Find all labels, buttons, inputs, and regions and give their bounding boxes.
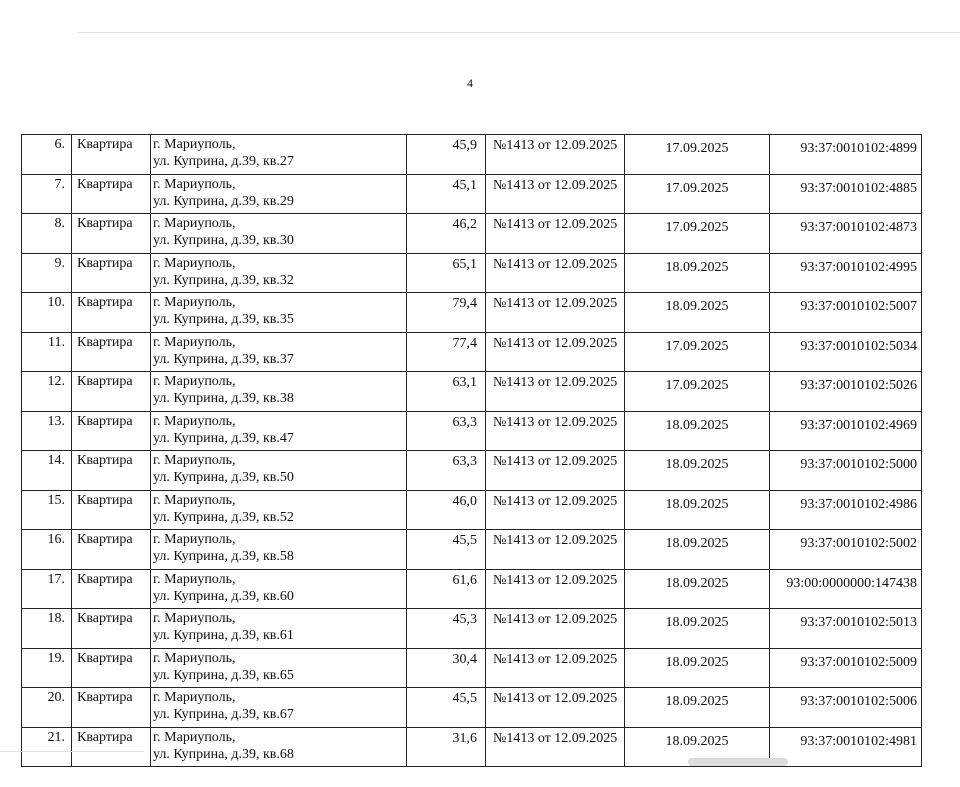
property-type: Квартира	[72, 411, 151, 451]
cadastral-number: 93:37:0010102:4986	[770, 490, 922, 530]
address-cell	[151, 727, 407, 767]
record-date: 18.09.2025	[625, 451, 770, 491]
area-value: 79,4	[407, 293, 486, 333]
table-row	[22, 569, 922, 609]
area-value: 61,6	[407, 569, 486, 609]
address-cell	[151, 332, 407, 372]
address-street: ул. Куприна, д.39, кв.37	[153, 351, 294, 367]
cadastral-number: 93:37:0010102:4995	[770, 253, 922, 293]
property-type: Квартира	[72, 490, 151, 530]
cadastral-number: 93:37:0010102:4899	[770, 135, 922, 175]
row-number: 18.	[22, 609, 72, 649]
address-cell	[151, 411, 407, 451]
record-date: 18.09.2025	[625, 688, 770, 728]
cadastral-number: 93:37:0010102:5026	[770, 372, 922, 412]
address-city: г. Мариуполь,	[153, 255, 236, 271]
row-number: 11.	[22, 332, 72, 372]
property-type: Квартира	[72, 174, 151, 214]
record-date: 17.09.2025	[625, 372, 770, 412]
property-type: Квартира	[72, 214, 151, 254]
page-number: 4	[467, 76, 473, 90]
area-value: 45,5	[407, 530, 486, 570]
address-street: ул. Куприна, д.39, кв.47	[153, 430, 294, 446]
table-row	[22, 214, 922, 254]
record-date: 18.09.2025	[625, 411, 770, 451]
address-city: г. Мариуполь,	[153, 453, 236, 468]
address-city: г. Мариуполь,	[153, 334, 236, 350]
document-ref: №1413 от 12.09.2025	[486, 530, 625, 570]
row-number: 21.	[22, 727, 72, 767]
record-date: 18.09.2025	[625, 727, 770, 767]
address-cell	[151, 214, 407, 254]
table-row	[22, 451, 922, 491]
address-street: ул. Куприна, д.39, кв.65	[153, 667, 294, 683]
address-street: ул. Куприна, д.39, кв.38	[153, 391, 294, 406]
address-city: г. Мариуполь,	[153, 492, 236, 508]
address-city: г. Мариуполь,	[153, 374, 236, 389]
address-cell	[151, 253, 407, 293]
area-value: 63,3	[407, 411, 486, 451]
address-city: г. Мариуполь,	[153, 611, 236, 626]
scan-top-edge	[78, 32, 960, 33]
table-row	[22, 372, 922, 412]
address-cell	[151, 609, 407, 649]
cadastral-number: 93:00:0000000:147438	[770, 569, 922, 609]
cadastral-number: 93:37:0010102:5013	[770, 609, 922, 649]
document-ref: №1413 от 12.09.2025	[486, 253, 625, 293]
area-value: 31,6	[407, 727, 486, 767]
address-city: г. Мариуполь,	[153, 532, 236, 547]
property-type: Квартира	[72, 253, 151, 293]
row-number: 20.	[22, 688, 72, 728]
row-number: 13.	[22, 411, 72, 451]
address-cell	[151, 530, 407, 570]
document-ref: №1413 от 12.09.2025	[486, 688, 625, 728]
table-row	[22, 135, 922, 175]
area-value: 46,0	[407, 490, 486, 530]
address-city: г. Мариуполь,	[153, 137, 236, 152]
record-date: 18.09.2025	[625, 490, 770, 530]
record-date: 17.09.2025	[625, 174, 770, 214]
record-date: 17.09.2025	[625, 332, 770, 372]
address-city: г. Мариуполь,	[153, 571, 236, 587]
address-cell	[151, 174, 407, 214]
table-row	[22, 648, 922, 688]
document-ref: №1413 от 12.09.2025	[486, 609, 625, 649]
scan-bottom-edge	[0, 751, 144, 752]
address-street: ул. Куприна, д.39, кв.50	[153, 470, 294, 485]
area-value: 45,1	[407, 174, 486, 214]
cadastral-number: 93:37:0010102:4981	[770, 727, 922, 767]
area-value: 45,3	[407, 609, 486, 649]
address-city: г. Мариуполь,	[153, 729, 236, 745]
address-city: г. Мариуполь,	[153, 176, 236, 192]
address-city: г. Мариуполь,	[153, 216, 236, 231]
area-value: 63,1	[407, 372, 486, 412]
table-body	[22, 135, 922, 767]
table-row	[22, 174, 922, 214]
address-city: г. Мариуполь,	[153, 650, 236, 666]
address-city: г. Мариуполь,	[153, 413, 236, 429]
row-number: 17.	[22, 569, 72, 609]
table-row	[22, 411, 922, 451]
document-ref: №1413 от 12.09.2025	[486, 135, 625, 175]
cadastral-number: 93:37:0010102:5007	[770, 293, 922, 333]
record-date: 17.09.2025	[625, 214, 770, 254]
document-ref: №1413 от 12.09.2025	[486, 332, 625, 372]
cadastral-number: 93:37:0010102:4873	[770, 214, 922, 254]
row-number: 10.	[22, 293, 72, 333]
address-street: ул. Куприна, д.39, кв.68	[153, 746, 294, 762]
area-value: 63,3	[407, 451, 486, 491]
address-street: ул. Куприна, д.39, кв.29	[153, 193, 294, 209]
area-value: 45,5	[407, 688, 486, 728]
cadastral-number: 93:37:0010102:5009	[770, 648, 922, 688]
address-cell	[151, 135, 407, 175]
row-number: 8.	[22, 214, 72, 254]
table-row	[22, 253, 922, 293]
record-date: 18.09.2025	[625, 609, 770, 649]
property-type: Квартира	[72, 530, 151, 570]
property-type: Квартира	[72, 293, 151, 333]
address-cell	[151, 451, 407, 491]
document-ref: №1413 от 12.09.2025	[486, 490, 625, 530]
address-street: ул. Куприна, д.39, кв.52	[153, 509, 294, 525]
document-ref: №1413 от 12.09.2025	[486, 451, 625, 491]
address-street: ул. Куприна, д.39, кв.58	[153, 549, 294, 564]
record-date: 18.09.2025	[625, 569, 770, 609]
table-row	[22, 490, 922, 530]
record-date: 17.09.2025	[625, 135, 770, 175]
table-row	[22, 688, 922, 728]
table-row	[22, 293, 922, 333]
row-number: 6.	[22, 135, 72, 175]
address-cell	[151, 688, 407, 728]
property-type: Квартира	[72, 688, 151, 728]
record-date: 18.09.2025	[625, 648, 770, 688]
row-number: 16.	[22, 530, 72, 570]
table-row	[22, 332, 922, 372]
property-register-table	[21, 134, 922, 767]
row-number: 15.	[22, 490, 72, 530]
table-row	[22, 609, 922, 649]
property-type: Квартира	[72, 332, 151, 372]
horizontal-scrollbar[interactable]	[688, 758, 788, 766]
cadastral-number: 93:37:0010102:5002	[770, 530, 922, 570]
cadastral-number: 93:37:0010102:5000	[770, 451, 922, 491]
address-street: ул. Куприна, д.39, кв.27	[153, 154, 294, 169]
row-number: 7.	[22, 174, 72, 214]
address-cell	[151, 648, 407, 688]
property-type: Квартира	[72, 609, 151, 649]
row-number: 19.	[22, 648, 72, 688]
property-type: Квартира	[72, 372, 151, 412]
address-city: г. Мариуполь,	[153, 295, 236, 310]
address-cell	[151, 293, 407, 333]
address-street: ул. Куприна, д.39, кв.32	[153, 272, 294, 288]
property-type: Квартира	[72, 727, 151, 767]
address-cell	[151, 372, 407, 412]
document-ref: №1413 от 12.09.2025	[486, 411, 625, 451]
property-type: Квартира	[72, 135, 151, 175]
area-value: 45,9	[407, 135, 486, 175]
row-number: 12.	[22, 372, 72, 412]
address-street: ул. Куприна, д.39, кв.67	[153, 707, 294, 722]
row-number: 14.	[22, 451, 72, 491]
area-value: 30,4	[407, 648, 486, 688]
record-date: 18.09.2025	[625, 253, 770, 293]
property-type: Квартира	[72, 569, 151, 609]
address-cell	[151, 490, 407, 530]
property-type: Квартира	[72, 648, 151, 688]
property-type: Квартира	[72, 451, 151, 491]
document-ref: №1413 от 12.09.2025	[486, 569, 625, 609]
address-city: г. Мариуполь,	[153, 690, 236, 705]
table-row	[22, 530, 922, 570]
document-ref: №1413 от 12.09.2025	[486, 214, 625, 254]
address-street: ул. Куприна, д.39, кв.35	[153, 312, 294, 327]
cadastral-number: 93:37:0010102:4969	[770, 411, 922, 451]
record-date: 18.09.2025	[625, 293, 770, 333]
address-street: ул. Куприна, д.39, кв.61	[153, 628, 294, 643]
row-number: 9.	[22, 253, 72, 293]
cadastral-number: 93:37:0010102:5006	[770, 688, 922, 728]
document-ref: №1413 от 12.09.2025	[486, 727, 625, 767]
address-street: ул. Куприна, д.39, кв.60	[153, 588, 294, 604]
document-ref: №1413 от 12.09.2025	[486, 648, 625, 688]
cadastral-number: 93:37:0010102:4885	[770, 174, 922, 214]
cadastral-number: 93:37:0010102:5034	[770, 332, 922, 372]
address-cell	[151, 569, 407, 609]
area-value: 46,2	[407, 214, 486, 254]
area-value: 65,1	[407, 253, 486, 293]
address-street: ул. Куприна, д.39, кв.30	[153, 233, 294, 248]
document-ref: №1413 от 12.09.2025	[486, 174, 625, 214]
area-value: 77,4	[407, 332, 486, 372]
record-date: 18.09.2025	[625, 530, 770, 570]
document-ref: №1413 от 12.09.2025	[486, 293, 625, 333]
document-ref: №1413 от 12.09.2025	[486, 372, 625, 412]
